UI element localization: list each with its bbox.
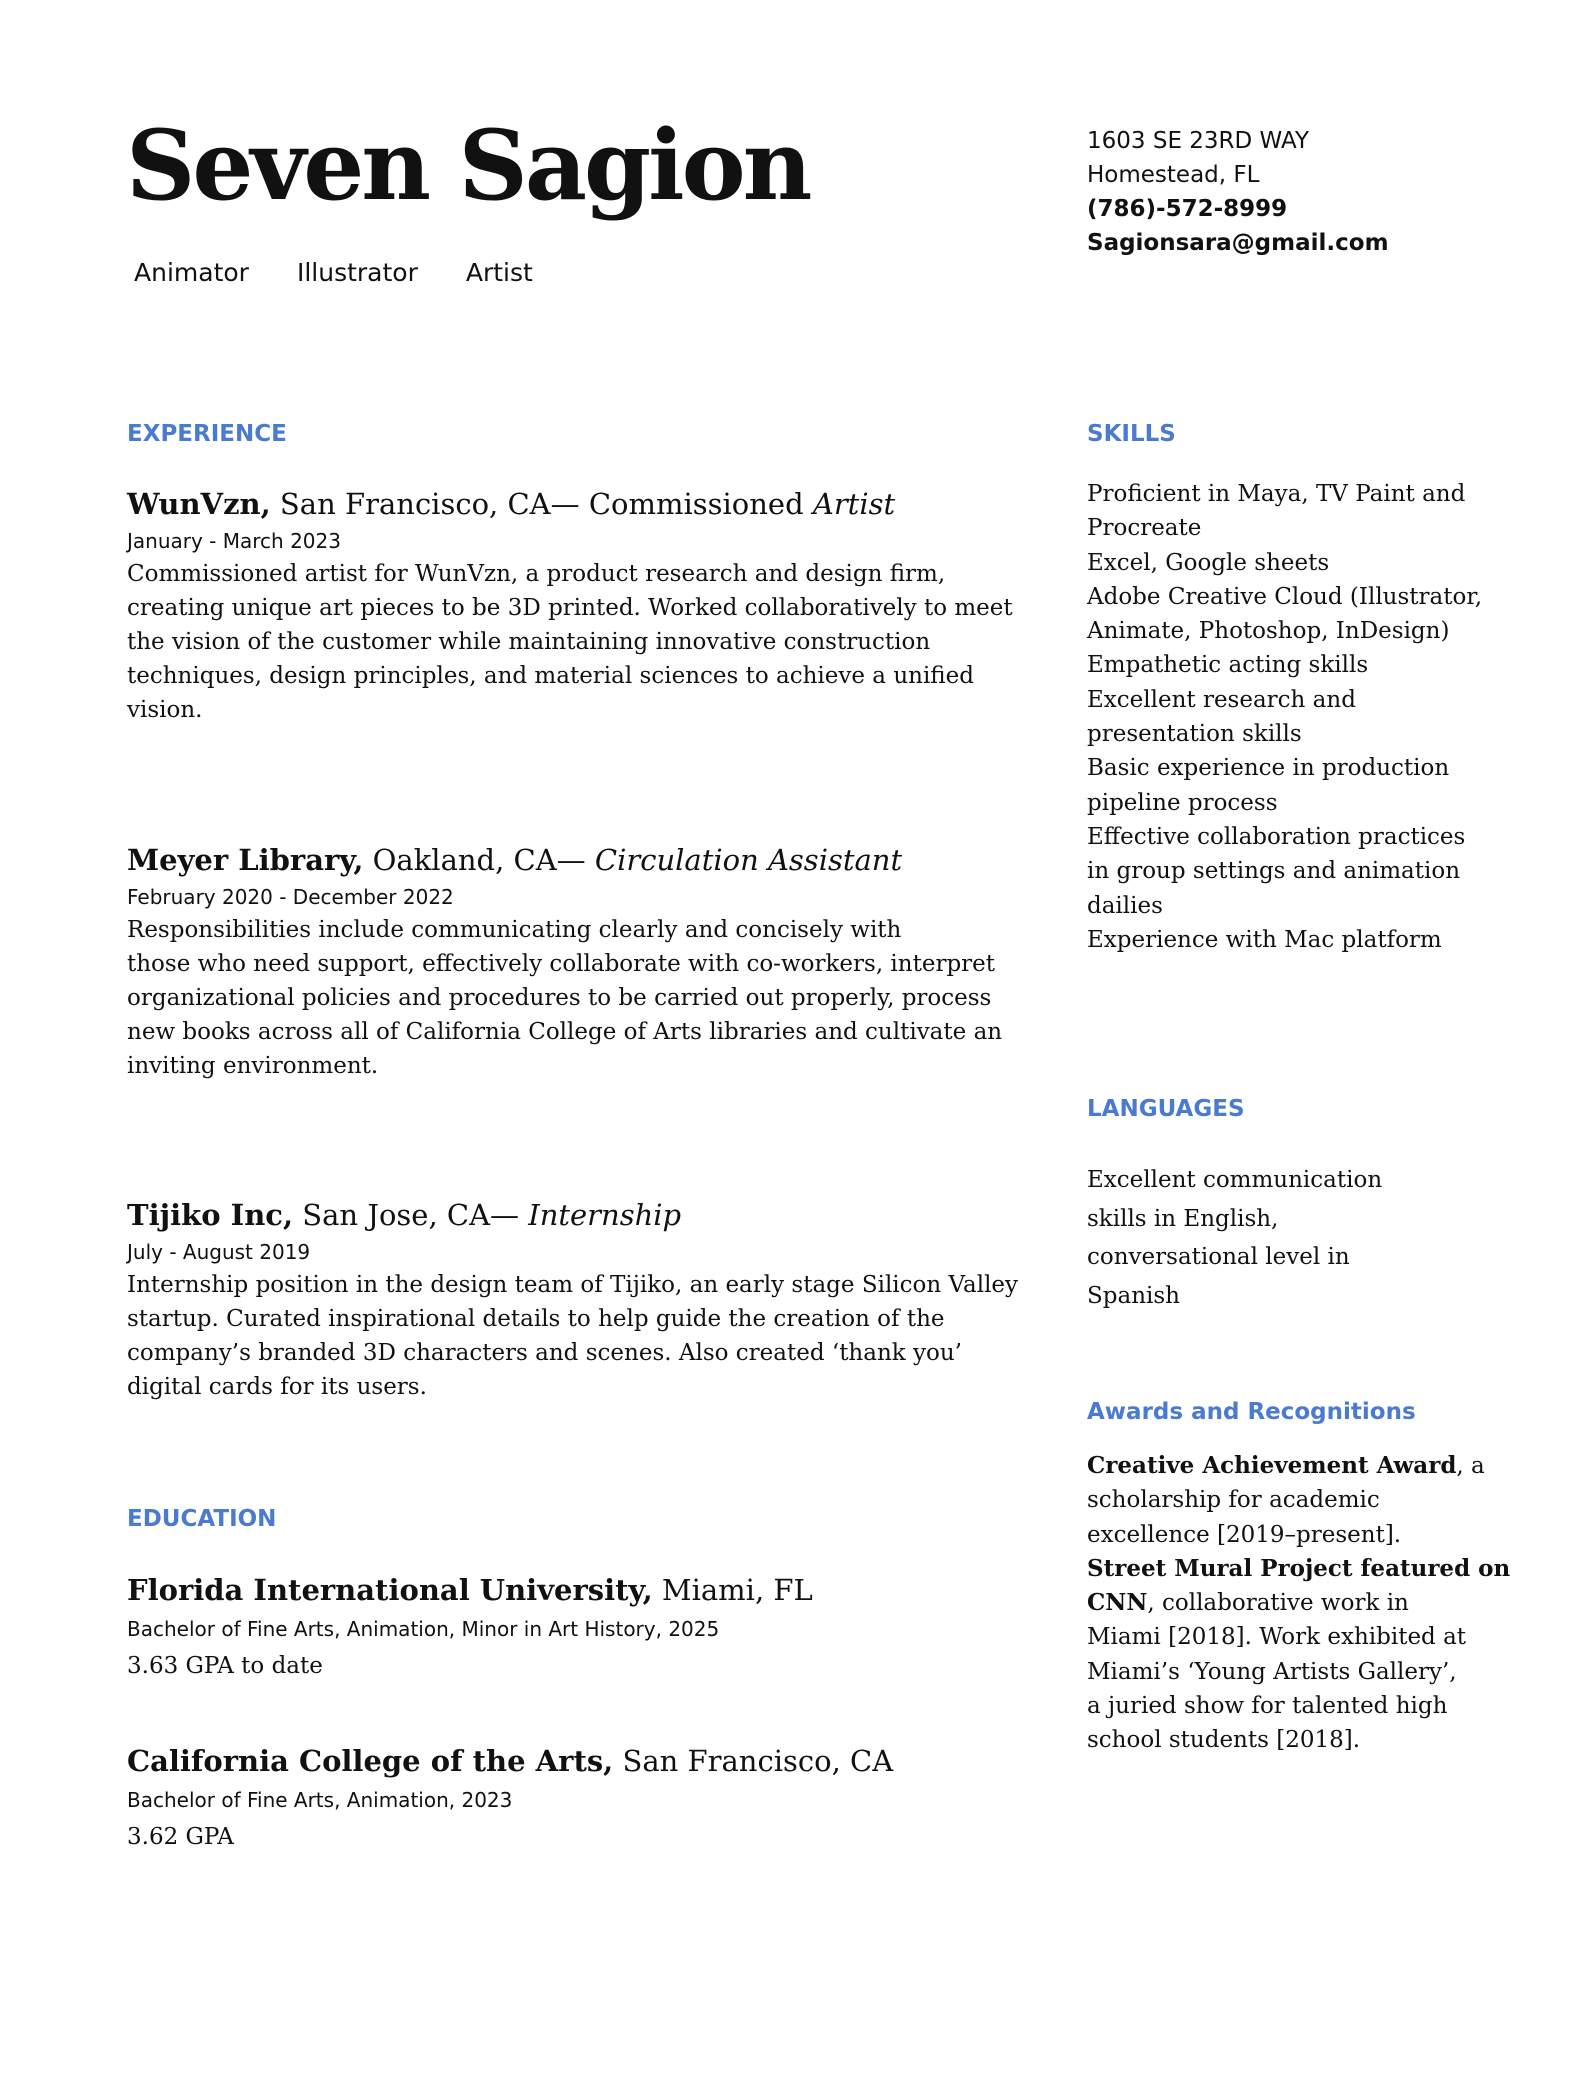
address-line-2: Homestead, FL (1087, 162, 1260, 188)
award-line: excellence [2019–present]. (1087, 1521, 1402, 1548)
award-name: Creative Achievement Award (1087, 1452, 1457, 1479)
desc-line: the vision of the customer while maintaining innovative construction (127, 629, 931, 655)
job-title: Artist (812, 487, 896, 521)
skill-line: pipeline process (1087, 789, 1278, 816)
skill-line: Excel, Google sheets (1087, 549, 1330, 576)
school-name: California College of the Arts, (127, 1744, 614, 1778)
company: WunVzn, (127, 487, 271, 521)
desc-line: digital cards for its users. (127, 1374, 427, 1400)
school-line (127, 1744, 893, 1778)
education-heading: EDUCATION (127, 1506, 277, 1532)
job-title: Circulation Assistant (594, 843, 903, 877)
languages-heading: LANGUAGES (1087, 1096, 1245, 1122)
skill-line: Basic experience in production (1087, 755, 1450, 782)
address-line-1: 1603 SE 23RD WAY (1087, 128, 1310, 154)
desc-line: company’s branded 3D characters and scenes. Also created ‘thank you’ (127, 1340, 962, 1366)
language-line: conversational level in (1087, 1244, 1350, 1270)
desc-line: vision. (127, 697, 203, 723)
job-title-line (127, 1198, 1018, 1232)
award-line: scholarship for academic (1087, 1487, 1380, 1514)
school-location: San Francisco, CA (613, 1744, 894, 1778)
job-dates: July - August 2019 (127, 1240, 311, 1264)
skill-line: Animate, Photoshop, InDesign) (1087, 618, 1450, 645)
desc-line: inviting environment. (127, 1053, 379, 1079)
award-name: Street Mural Project featured on (1087, 1554, 1511, 1582)
roles (134, 258, 533, 287)
job-dates: February 2020 - December 2022 (127, 885, 454, 909)
school-name: Florida International University, (127, 1573, 653, 1607)
award-line: a juried show for talented high (1087, 1693, 1448, 1720)
award-line: school students [2018]. (1087, 1727, 1361, 1754)
skill-line: Experience with Mac platform (1087, 926, 1442, 953)
company: Meyer Library, (127, 843, 364, 877)
language-line: Excellent communication (1087, 1167, 1383, 1193)
desc-line: Commissioned artist for WunVzn, a product research and design firm, (127, 561, 946, 587)
skill-line: Excellent research and (1087, 686, 1356, 713)
desc-line: organizational policies and procedures to be carried out properly, process (127, 985, 992, 1011)
desc-line: startup. Curated inspirational details to help guide the creation of the (127, 1306, 945, 1332)
job-description (127, 557, 1013, 727)
desc-line: techniques, design principles, and material sciences to achieve a unified (127, 663, 974, 689)
education-entry (127, 1573, 813, 1683)
email: Sagionsara@gmail.com (1087, 230, 1389, 256)
award-line (1087, 1586, 1510, 1620)
job-description (127, 913, 1002, 1083)
phone: (786)-572-8999 (1087, 196, 1288, 222)
location: Oakland, CA— (363, 843, 595, 877)
skill-line: in group settings and animation (1087, 858, 1461, 885)
school-line (127, 1573, 813, 1607)
education-entry (127, 1744, 893, 1854)
experience-heading: EXPERIENCE (127, 421, 287, 447)
awards-heading: Awards and Recognitions (1087, 1399, 1416, 1425)
job-dates: January - March 2023 (127, 529, 341, 553)
award-line: Miami’s ‘Young Artists Gallery’, (1087, 1658, 1457, 1685)
skill-line: Empathetic acting skills (1087, 652, 1369, 679)
desc-line: Internship position in the design team of Tijiko, an early stage Silicon Valley (127, 1272, 1019, 1298)
contact-info (1087, 124, 1389, 260)
desc-line: Responsibilities include communicating clearly and concisely with (127, 917, 902, 943)
candidate-name: Seven Sagion (126, 109, 810, 222)
award-line (1087, 1552, 1510, 1586)
company: Tijiko Inc, (127, 1198, 294, 1232)
skill-line: Proficient in Maya, TV Paint and (1087, 481, 1466, 507)
award-line (1087, 1449, 1510, 1483)
job-entry (127, 1198, 1018, 1404)
desc-line: creating unique art pieces to be 3D printed. Worked collaboratively to meet (127, 595, 1013, 621)
languages-text (1087, 1161, 1382, 1315)
job-title-line (127, 487, 1013, 521)
skill-line: Effective collaboration practices (1087, 823, 1466, 850)
job-title-line (127, 843, 1002, 877)
skills-list (1087, 477, 1482, 957)
awards-text (1087, 1449, 1510, 1758)
gpa: 3.63 GPA to date (127, 1653, 323, 1679)
skill-line: presentation skills (1087, 721, 1302, 748)
language-line: Spanish (1087, 1282, 1180, 1309)
award-name: CNN (1087, 1589, 1148, 1617)
degree: Bachelor of Fine Arts, Animation, 2023 (127, 1788, 513, 1812)
role: Illustrator (296, 258, 418, 287)
skill-line: Adobe Creative Cloud (Illustrator, (1087, 583, 1483, 610)
language-line: skills in English, (1087, 1205, 1279, 1232)
gpa: 3.62 GPA (127, 1824, 234, 1850)
award-line: Miami [2018]. Work exhibited at (1087, 1624, 1467, 1651)
skill-line: Procreate (1087, 515, 1202, 542)
role: Artist (465, 258, 533, 287)
role: Animator (134, 258, 249, 287)
job-description (127, 1268, 1018, 1404)
desc-line: new books across all of California College of Arts libraries and cultivate an (127, 1019, 1003, 1045)
degree: Bachelor of Fine Arts, Animation, Minor in Art History, 2025 (127, 1617, 720, 1641)
skills-heading: SKILLS (1087, 421, 1176, 447)
location: San Francisco, CA— Commissioned (270, 487, 813, 521)
job-entry (127, 843, 1002, 1083)
job-title: Internship (528, 1198, 682, 1232)
school-location: Miami, FL (652, 1573, 813, 1607)
skill-line: dailies (1087, 892, 1163, 919)
location: San Jose, CA— (293, 1198, 529, 1232)
job-entry (127, 487, 1013, 727)
award-text: , a (1456, 1453, 1485, 1479)
award-text: , collaborative work in (1147, 1590, 1409, 1617)
desc-line: those who need support, effectively collaborate with co-workers, interpret (127, 951, 996, 977)
